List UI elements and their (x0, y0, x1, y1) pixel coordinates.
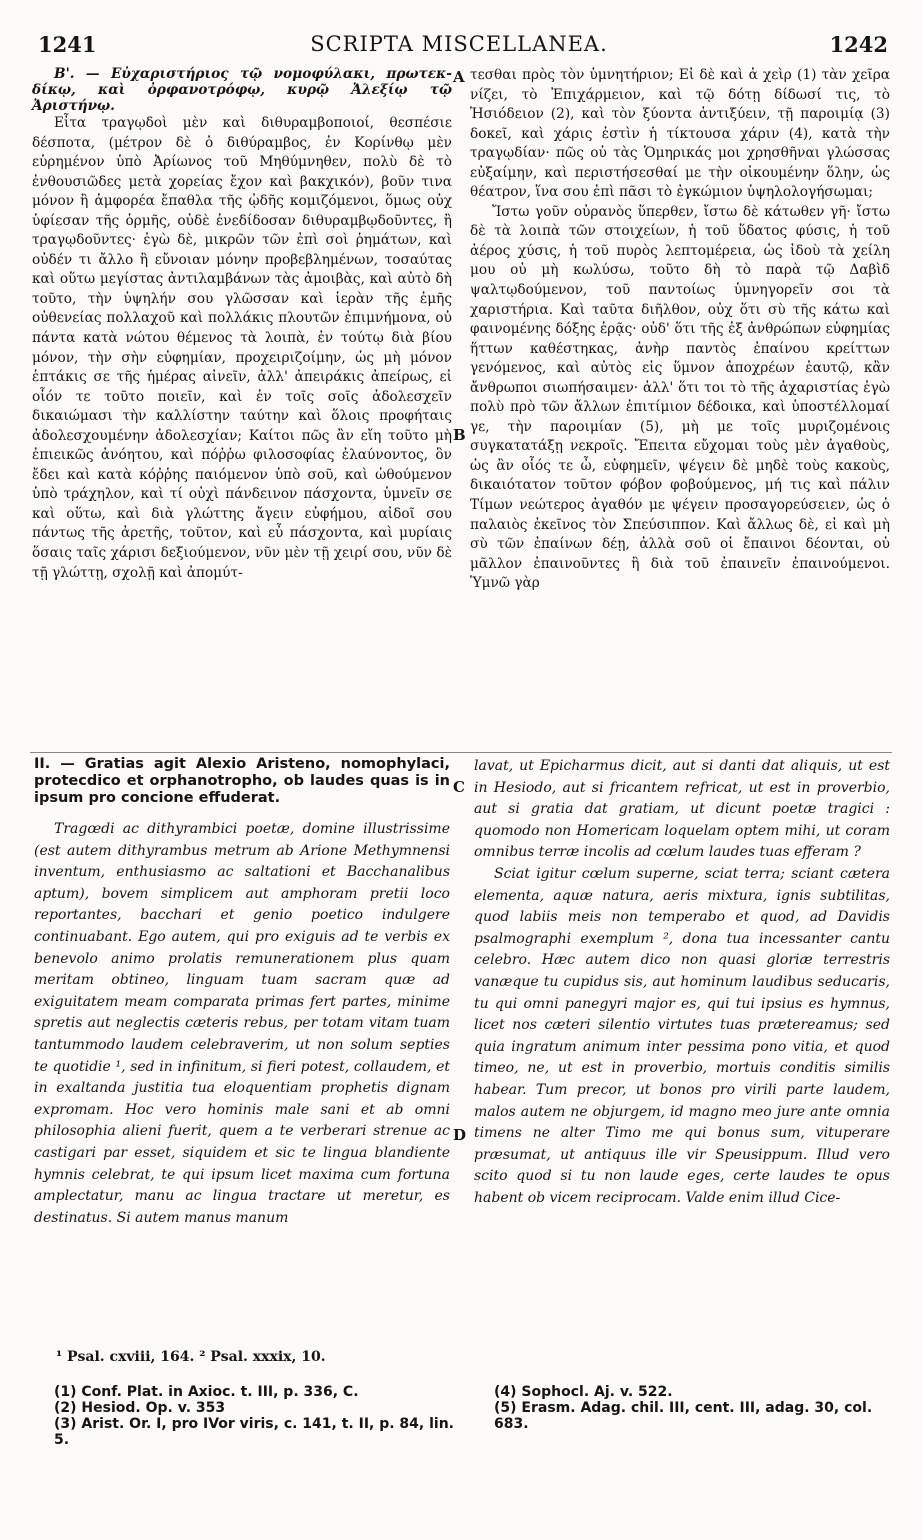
footnote: (4) Sophocl. Aj. v. 522. (494, 1384, 673, 1400)
latin-text-block (30, 756, 892, 1311)
footnote: (5) Erasm. Adag. chil. III, cent. III, adag. 30, col. 683. (494, 1400, 873, 1432)
latin-column-left (34, 756, 450, 1229)
latin-heading: II. — Gratias agit Alexio Aristeno, nomophylaci, protecdico et orphanotropho, ob laudes quas is in ipsum pro concione effuderat. (34, 756, 450, 806)
latin-column-right (474, 756, 890, 1209)
footnote: (3) Arist. Or. I, pro IVor viris, c. 141, t. II, p. 84, lin. 5. (54, 1416, 454, 1448)
greek-column-left (32, 66, 452, 583)
page-number-left: 1241 (38, 32, 97, 57)
section-divider (30, 752, 892, 753)
footnotes-right (494, 1384, 894, 1432)
footnote: (1) Conf. Plat. in Axioc. t. III, p. 336, C. (54, 1384, 359, 1400)
greek-text-block (30, 66, 892, 748)
greek-column-right (470, 66, 890, 594)
latin-paragraph: lavat, ut Epicharmus dicit, aut si danti dat aliquis, ut est in Hesiodo, aut si fricantem refricat, ut est in proverbio, aut si gratia dat gratiam, ut dicunt poetæ tragici : quomodo non Homericam loquelam optem mihi, ut coram omnibus terræ incolis ad cœlum laudes tuas efferam ? (474, 758, 890, 861)
footnote: (2) Hesiod. Op. v. 353 (54, 1400, 226, 1416)
page-header (30, 32, 888, 62)
greek-heading: Β'. — Εὐχαριστήριος τῷ νομοφύλακι, πρωτεκ-δίκῳ, καὶ ὀρφανοτρόφῳ, κυρῷ Ἀλεξίῳ τῷ Ἀριστήνῳ. (32, 66, 452, 114)
latin-paragraph: Sciat igitur cœlum superne, sciat terra; sciant cætera elementa, aquæ natura, aeris mixtura, ignis subtilitas, quod labiis meis non temperabo et quod, ad Davidis psalmographi exemplum ², dona tua incessanter cantu celebro. Hæc autem dico non quasi gloriæ terrestris vanæque tu cupidus sis, aut hominum laudibus seducaris, tu qui omni panegyri major es, qui tui ipsius es hymnus, licet nos cæteri silentio virtutes tuas prætereamus; sed quia ingratum animum inter pessima pono vitia, et quod timeo, ne, ut est in proverbio, mortuis conditis similis habear. Tum precor, ut bonos pro virili parte laudem, malos autem ne objurgem, id magno meo jure ante omnia timens ne alter Timo me qui bonus sum, vituperare præsumat, ut antiquus ille vir Speusippum. Illud vero scito quod si tu non laude eges, certe laudes te opus habent ob vicem reciprocam. Valde enim illud Cice- (474, 865, 890, 1206)
latin-paragraph: Tragœdi ac dithyrambici poetæ, domine illustrissime (est autem dithyrambus metrum ab Arione Methymnensi inventum, enthusiasmo ac saltationi et Bacchanalibus aptum), bovem simplicem aut amphoram pretii loco reportantes, bacchari et genio poetico indulgere continuabant. Ego autem, qui pro exiguis ad te verbis ex benevolo animo prolatis remunerationem plus quam meritam obtineo, linguam tuam sacram quæ ad exiguitatem meam comparata primas fert partes, minime spretis aut neglectis cæteris rebus, per totam vitam tuam tantummodo laudem celebraverim, ut non solum septies te quotidie ¹, sed in infinitum, si fieri potest, collaudem, et in exaltanda justitia tua eloquentiam prophetis dignam expromam. Hoc vero hominis male sani et ab omni philosophia alieni fuerit, quem a te verberari strenue ac castigari par esset, siquidem et sic te lingua blandiente hymnis celebrat, te qui ipsum licet maxima cum fortuna amplectatur, manu ac lingua tractare ut meretur, es destinatus. Si autem manus manum (34, 821, 450, 1226)
greek-paragraph: Εἶτα τραγῳδοὶ μὲν καὶ διθυραμβοποιοί, θεσπέσιε δέσποτα, (μέτρον δὲ ὁ διθύραμβος, ἐν Κορίνθῳ μὲν εὑρημένον ὑπὸ Ἀρίωνος τοῦ Μηθύμνηθεν, πολὺ δὲ τὸ ἐνθουσιῶδες μετὰ χορείας ἔχον καὶ βακχικόν), βοῦν τινα μόνον ἢ ἀμφορέα ἔπαθλα τῆς ᾠδῆς κομιζόμενοι, ὅμως οὐχ ὑφίεσαν τῆς ὁρμῆς, οὐδὲ ἐνεδίδοσαν διθυραμβῳδοῦντες, ἢ τραγῳδοῦντες· ἐγὼ δὲ, μικρῶν τῶν ἐπὶ σοὶ ῥημάτων, καὶ οὐδέν τι ἄλλο ἢ εὔνοιαν μόνην προβεβλημένων, τοσαύτας καὶ οὕτω μεγίστας ἀντιλαμβάνων τὰς ἀμοιβὰς, καὶ αὐτὸ δὴ τοῦτο, τὴν ὑψηλήν σου γλῶσσαν καὶ ἱερὰν τῆς ἐμῆς οὐθενείας πολλαχοῦ καὶ πολλάκις πλουτῶν ἐπιμνήμονα, οὐ πάντα κατὰ νώτου θέμενος τὰ λοιπὰ, ἐν τούτῳ διὰ βίου μόνον, τὴν σὴν εὐφημίαν, προχειριζοίμην, ὡς μὴ μόνον ἑπτάκις σε τῆς ἡμέρας αἰνεῖν, ἀλλ' ἀπειράκις ἀπείρως, εἰ οἷόν τε τοῦτο ποιεῖν, καὶ ἐν τοῖς σοῖς ἀδολεσχεῖν δικαιώμασι τὴν καλλίστην ταύτην καὶ ὅλοις προφήταις ἀδολεσχουμένην ἀδολεσχίαν; Καίτοι πῶς ἂν εἴη τοῦτο μὴ ἐπιεικῶς ἀνόητου, καὶ πόῤῥω φιλοσοφίας ἐλαύνοντος, ὃν ἔδει καὶ κατὰ κόῤῥης παιόμενον ὑπὸ σοῦ, καὶ ὠθούμενον ὑπὸ τράχηλον, καὶ τί οὐχὶ πάνδεινον πάσχοντα, ὑμνεῖν σε καὶ οὕτω, καὶ διὰ γλώττης ἄγειν εὐφήμου, αἰδοῖ σου πάντως τῆς ἀρετῆς, τοῦτον, καὶ εὖ πάσχοντα, καὶ μυρίαις ὅσαις ταῖς χάρισι δεξιούμενον, νῦν μὲν τῇ χειρί σου, νῦν δὲ τῇ γλώττῃ, σχολῇ καὶ ἀπομύτ- (32, 115, 452, 581)
footnotes-left (54, 1384, 454, 1448)
page-number-right: 1242 (829, 32, 888, 57)
margin-marker-a: A (453, 68, 465, 86)
margin-marker-c: C (453, 778, 465, 796)
margin-marker-d: D (453, 1126, 467, 1144)
greek-paragraph: τεσθαι πρὸς τὸν ὑμνητήριον; Εἰ δὲ καὶ ἁ χεὶρ (1) τὰν χεῖρα νίζει, τὸ Ἐπιχάρμειον, καὶ τῷ δότῃ δίδωσί τις, τὸ Ἡσιόδειον (2), καὶ τὸν ξύοντα ἀντιξύειν, τῇ παροιμίᾳ (3) δοκεῖ, καὶ χάρις ἐστὶν ἡ τίκτουσα χάριν (4), κατὰ τὴν τραγῳδίαν· πῶς οὐ τὰς Ὁμηρικάς μοι χρησθῆναι γλώσσας εὐξαίμην, καὶ περιστήσεσθαί με τὴν οἰκουμένην ὅλην, ὡς θέατρον, ἵνα σου ἐπὶ πᾶσι τὸ ἐγκώμιον ὑψηλολογήσωμαι; (470, 67, 890, 201)
greek-paragraph: Ἴστω γοῦν οὐρανὸς ὕπερθεν, ἴστω δὲ κάτωθεν γῆ· ἴστω δὲ τὰ λοιπὰ τῶν στοιχείων, ἡ τοῦ ὕδατος φύσις, ἡ τοῦ ἀέρος χύσις, ἡ τοῦ πυρὸς λεπτομέρεια, ὡς ἰδοὺ τὰ χείλη μου οὐ μὴ κωλύσω, τοῦτο δὴ τὸ παρὰ τῷ Δαβὶδ ψαλτῳδούμενον, τοῦ παντοίως ὑμνηγορεῖν σοι τὰ χαριστήρια. Καὶ ταῦτα διῆλθον, οὐχ ὅτι σὺ τῆς κάτω καὶ φαινομένης δόξης ἐρᾷς· οὐδ' ὅτι τῆς ἐξ ἀνθρώπων εὐφημίας ἥττων καθέστηκας, ἀνὴρ παντὸς ἐπαίνου κρείττων γενόμενος, καὶ αὐτὸς εἰς ὕμνον ἀποχρέων ἑαυτῷ, κἂν ἄνθρωποι σιωπήσαιμεν· ἀλλ' ὅτι τοι τὸ τῆς ἀχαριστίας ἐγὼ πολὺ πρὸ τῶν ἄλλων ἐπιτίμιον δέδοικα, καὶ ὑποστέλλομαί γε, τὴν παροιμίαν (5), μὴ με τοῖς μυριζομένοις συγκατατάξῃ νεκροῖς. Ἔπειτα εὔχομαι τοὺς μὲν ἀγαθοὺς, ὡς ἂν οἷός τε ὦ, εὐφημεῖν, ψέγειν δὲ μηδὲ τοὺς κακοὺς, δικαιότατον τοῦτον φόβον φοβούμενος, μή τις καὶ πάλιν Τίμων νεώτερος ἀγαθόν με ψέγειν προσαγορεύσειεν, ὡς ὁ παλαιὸς ἐκεῖνος τὸν Σπεύσιππον. Καὶ ἄλλως δὲ, εἰ καὶ μὴ σὺ τῶν ἐπαίνων δέῃ, ἀλλὰ σοῦ οἱ ἔπαινοι δέονται, οὐ μᾶλλον ἐπαινοῦντες ἢ διὰ τοῦ ἐπαινεῖν ἐπαινούμενοι. Ὑμνῶ γὰρ (470, 203, 890, 592)
running-title: SCRIPTA MISCELLANEA. (310, 32, 608, 56)
psalm-footnotes: ¹ Psal. cxviii, 164. ² Psal. xxxix, 10. (56, 1349, 326, 1365)
margin-marker-b: B (453, 426, 466, 444)
